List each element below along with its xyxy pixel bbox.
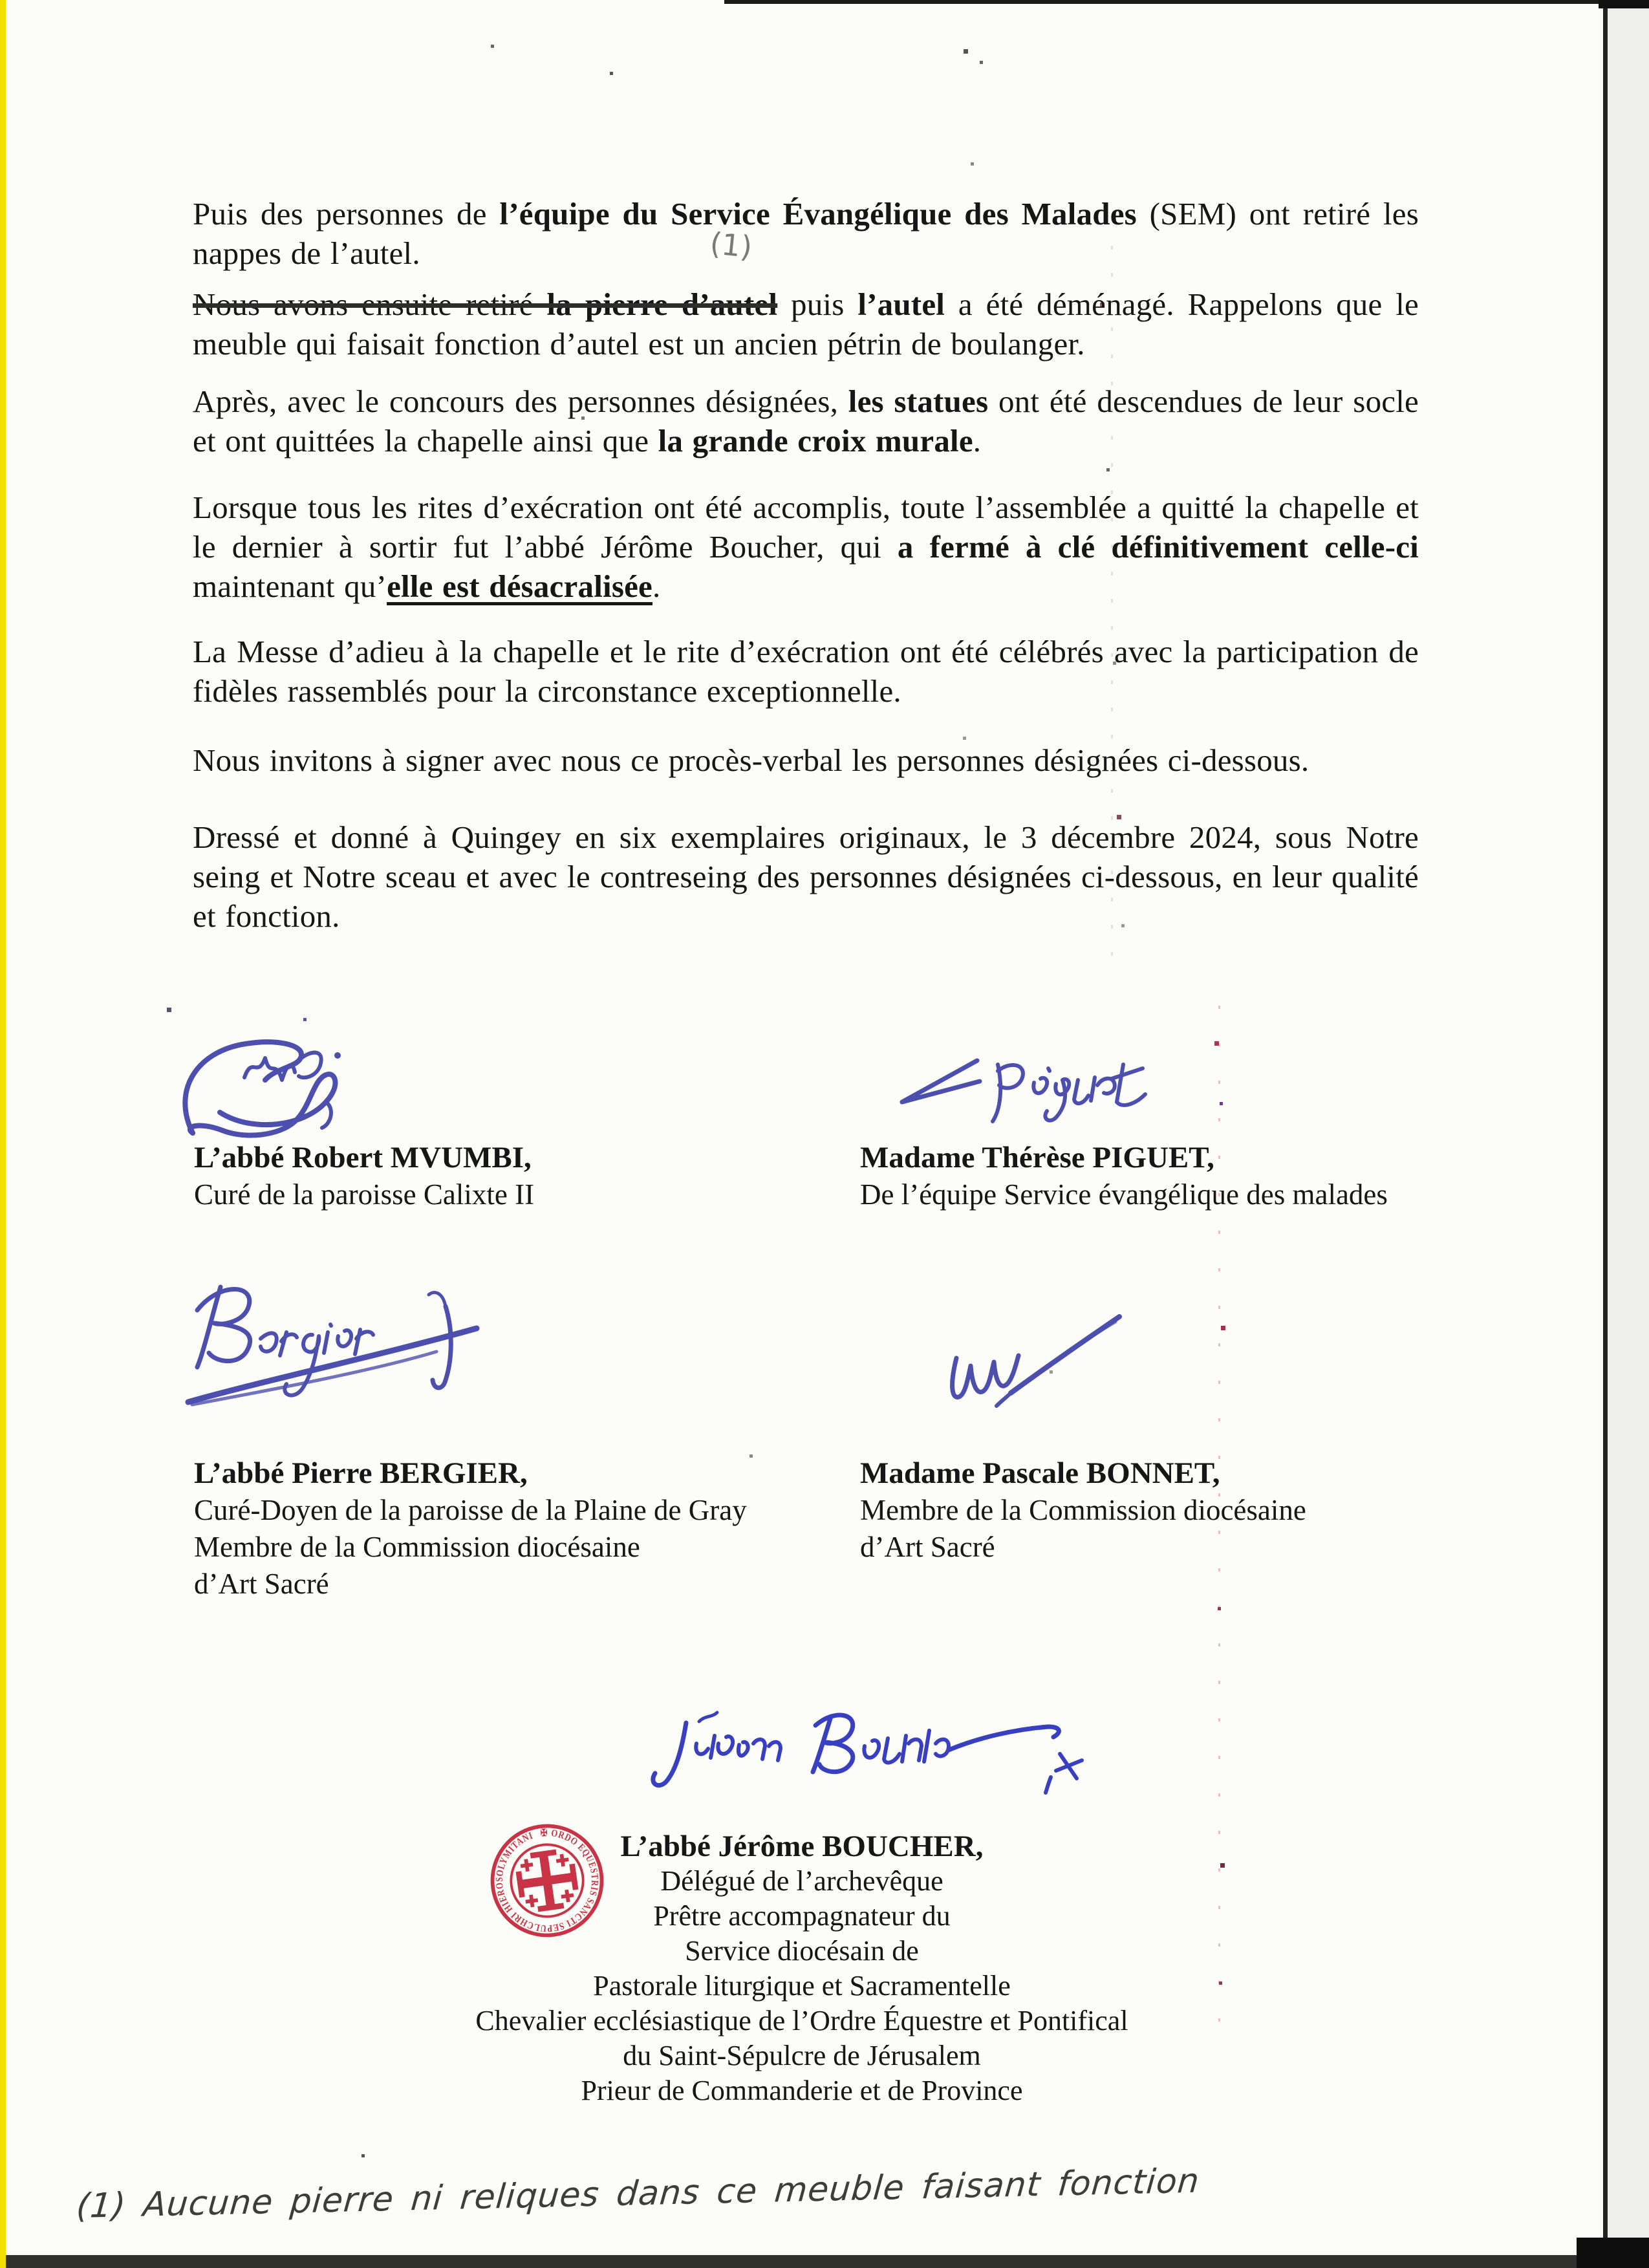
signature-mvumbi [168, 1030, 388, 1156]
signatory-name: L’abbé Robert MVUMBI, [194, 1141, 532, 1174]
scan-edge-bottom-corner [1577, 2238, 1649, 2268]
paragraph-text: Nous invitons à signer avec nous ce procès-verbal les personnes désignées ci-dessous. [193, 742, 1310, 778]
signatory-role: du Saint-Sépulcre de Jérusalem [623, 2040, 981, 2071]
signatory-name: L’abbé Jérôme BOUCHER, [620, 1830, 984, 1863]
signatory-role: Curé-Doyen de la paroisse de la Plaine de Gray [194, 1494, 747, 1526]
paragraph-text: Dressé et donné à Quingey en six exemplaires originaux, le 3 décembre 2024, sous Notre seing et Notre sceau et avec le contreseing des personnes désignées ci-dessous, en leur qualité et fonction. [193, 819, 1419, 934]
signatory-role: De l’équipe Service évangélique des malades [860, 1178, 1388, 1211]
bold-underlined-text: elle est désacralisée [387, 568, 652, 604]
paragraph-7 [193, 817, 1419, 936]
bold-text: l’équipe du Service Évangélique des Malades [499, 196, 1137, 232]
paragraph-text: a été déménagé. Rappelons que le meuble qui faisait fonction d’autel est un ancien pétrin de boulanger. [193, 286, 1419, 362]
signatory-role: Curé de la paroisse Calixte II [194, 1178, 535, 1211]
paragraph-text: puis [777, 286, 858, 322]
signatory-block-boucher [414, 1829, 1190, 2108]
scan-specks [0, 0, 2, 2]
signatory-name: L’abbé Pierre BERGIER, [194, 1456, 528, 1490]
scan-edge-right-line [1603, 0, 1608, 2268]
scan-edge-left-yellow [0, 0, 6, 2268]
signatory-role: Prêtre accompagnateur du [653, 1900, 951, 1932]
paragraph-text: Après, avec le concours des personnes désignées, [193, 383, 848, 419]
scan-edge-right-zone [1608, 0, 1649, 2268]
handwritten-annotation-mark: (1) [708, 225, 754, 265]
signatory-role: Délégué de l’archevêque [660, 1865, 943, 1897]
paragraph-text: . [652, 568, 661, 604]
paragraph-text: (SEM) ont retiré les nappes de l’autel. [193, 196, 1419, 271]
scan-edge-bottom-bar [6, 2255, 1649, 2268]
signatory-block-piguet [860, 1139, 1388, 1213]
signatory-block-bergier [194, 1455, 747, 1603]
scan-edge-top-corner [1599, 0, 1649, 8]
signatory-role: Service diocésain de [685, 1935, 919, 1967]
paragraph-text: Lorsque tous les rites d’exécration ont été accomplis, toute l’assemblée a quitté la chapelle et le dernier à sortir fut l’abbé Jérôme Boucher, qui [193, 490, 1419, 565]
bold-text: a fermé à clé définitivement celle-ci [897, 529, 1419, 565]
signatory-role: Prieur de Commanderie et de Province [581, 2075, 1023, 2106]
seal-ring-text: ✠ ORDO EQUESTRIS SANCTI SEPULCHRI HIEROSOLYMITANI [493, 1827, 601, 1934]
signature-piguet [889, 1042, 1167, 1136]
paragraph-text: Puis des personnes de [193, 196, 500, 232]
signature-bergier [178, 1269, 488, 1411]
scan-edge-top-line [724, 0, 1649, 4]
paragraph-text: . [973, 423, 982, 459]
signatory-role: Chevalier ecclésiastique de l’Ordre Équestre et Pontifical [475, 2005, 1128, 2036]
handwritten-footnote: (1) Aucune pierre ni reliques dans ce meuble faisant fonction [74, 2161, 1202, 2227]
signatory-name: Madame Thérèse PIGUET, [860, 1141, 1214, 1174]
struck-text: Nous avons ensuite retiré [193, 286, 547, 322]
paragraph-text: La Messe d’adieu à la chapelle et le rite d’exécration ont été célébrés avec la participation de fidèles rassemblés pour la circonstance exceptionnelle. [193, 634, 1419, 709]
paragraph-text: maintenant qu’ [193, 568, 387, 604]
signature-boucher [637, 1700, 1090, 1800]
struck-bold-text: la pierre d’autel [546, 286, 778, 322]
signatory-block-bonnet [860, 1455, 1306, 1566]
paragraph-2 [193, 285, 1419, 363]
signatory-role: Membre de la Commission diocésaine [194, 1531, 640, 1563]
signatory-role: Membre de la Commission diocésaine [860, 1494, 1306, 1526]
paragraph-4 [193, 488, 1419, 606]
bold-text: la grande croix murale [658, 423, 973, 459]
signatory-role: d’Art Sacré [860, 1531, 995, 1563]
signatory-block-mvumbi [194, 1139, 534, 1213]
paragraph-6 [193, 740, 1419, 780]
paragraph-3 [193, 382, 1419, 460]
signature-bonnet [934, 1301, 1128, 1414]
signatory-role: Pastorale liturgique et Sacramentelle [593, 1970, 1011, 2002]
paragraph-text: ont été descendues de leur socle et ont quittées la chapelle ainsi que [193, 383, 1419, 459]
signatory-name: Madame Pascale BONNET, [860, 1456, 1220, 1490]
paragraph-5 [193, 632, 1419, 711]
signatory-role: d’Art Sacré [194, 1568, 329, 1600]
bold-text: l’autel [857, 286, 945, 322]
paragraph-1 [193, 194, 1419, 273]
bold-text: les statues [848, 383, 989, 419]
